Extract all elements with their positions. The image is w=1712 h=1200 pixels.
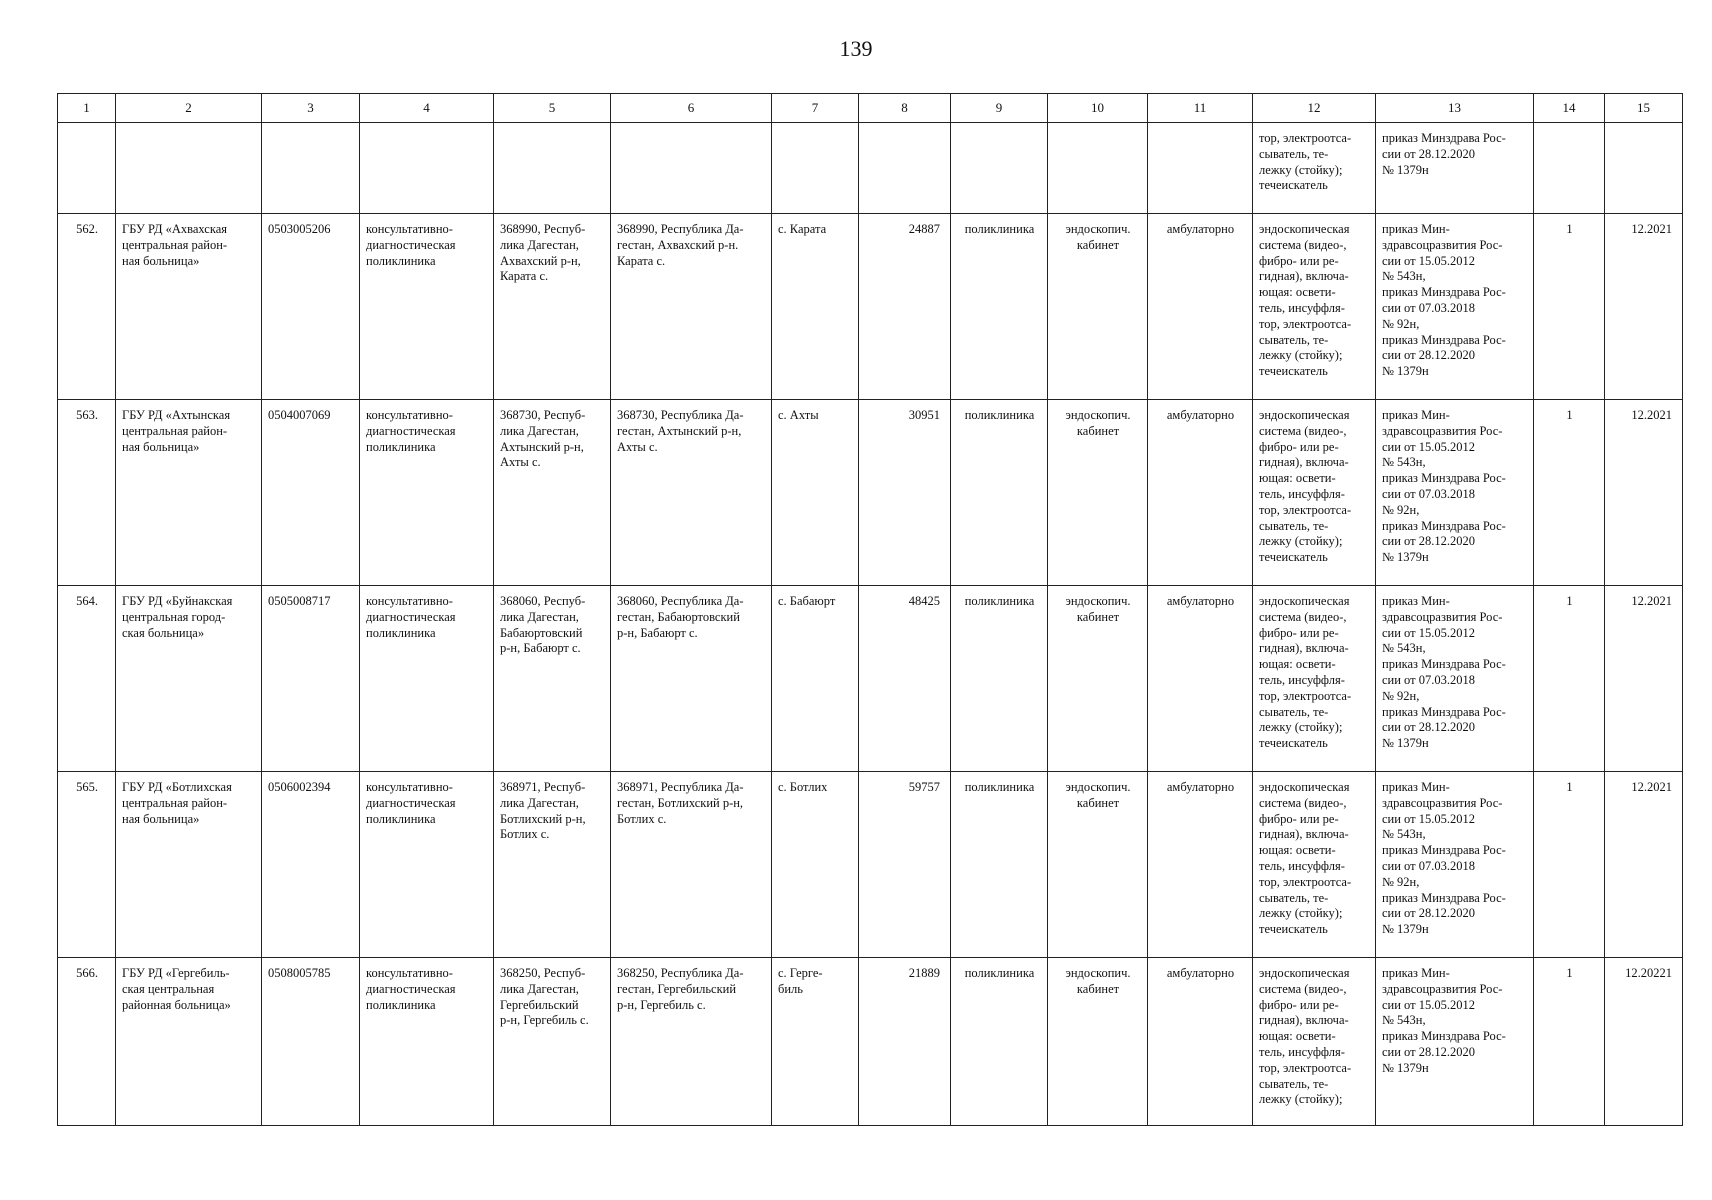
- cell-empty: [116, 123, 262, 214]
- cell-quantity: 1: [1534, 400, 1605, 586]
- cell-code: 0504007069: [262, 400, 360, 586]
- cell-empty: [859, 123, 951, 214]
- column-number-header: 5: [494, 94, 611, 123]
- cell-settlement: с. Герге- биль: [772, 958, 859, 1126]
- column-number-header: 12: [1253, 94, 1376, 123]
- cell-settlement: с. Карата: [772, 214, 859, 400]
- cell-order: приказ Мин- здравсоцразвития Рос- сии от 15.05.2012 № 543н, приказ Минздрава Рос- сии от 07.03.2018 № 92н, приказ Минздрава Рос- сии от 28.12.2020 № 1379н: [1376, 772, 1534, 958]
- cell-room: эндоскопич. кабинет: [1048, 586, 1148, 772]
- cell-empty: [58, 123, 116, 214]
- column-number-header: 10: [1048, 94, 1148, 123]
- cell-equipment: эндоскопическая система (видео-, фибро- или ре- гидная), включа- ющая: освети- тель, инсуффля- тор, электроотса- сыватель, те- лежку (стойку); течеискатель: [1253, 772, 1376, 958]
- cell-facility-type: консультативно- диагностическая поликлиника: [360, 586, 494, 772]
- cell-equipment: тор, электроотса- сыватель, те- лежку (стойку); течеискатель: [1253, 123, 1376, 214]
- equipment-register-table: [57, 93, 1683, 1126]
- cell-order: приказ Мин- здравсоцразвития Рос- сии от 15.05.2012 № 543н, приказ Минздрава Рос- сии от 07.03.2018 № 92н, приказ Минздрава Рос- сии от 28.12.2020 № 1379н: [1376, 586, 1534, 772]
- cell-location-address: 368990, Республика Да- гестан, Ахвахский р-н. Карата с.: [611, 214, 772, 400]
- cell-population: 21889: [859, 958, 951, 1126]
- cell-empty: [1605, 123, 1683, 214]
- cell-code: 0503005206: [262, 214, 360, 400]
- cell-row-number: 564.: [58, 586, 116, 772]
- cell-legal-address: 368971, Респуб- лика Дагестан, Ботлихский р-н, Ботлих с.: [494, 772, 611, 958]
- column-number-header: 9: [951, 94, 1048, 123]
- cell-settlement: с. Ахты: [772, 400, 859, 586]
- column-number-header: 3: [262, 94, 360, 123]
- table-row: [58, 772, 1683, 958]
- cell-location-address: 368730, Республика Да- гестан, Ахтынский р-н, Ахты с.: [611, 400, 772, 586]
- cell-room: эндоскопич. кабинет: [1048, 772, 1148, 958]
- cell-quantity: 1: [1534, 958, 1605, 1126]
- table-row: [58, 586, 1683, 772]
- cell-empty: [360, 123, 494, 214]
- cell-empty: [1148, 123, 1253, 214]
- cell-organization: ГБУ РД «Ботлихская центральная район- ная больница»: [116, 772, 262, 958]
- cell-room: эндоскопич. кабинет: [1048, 400, 1148, 586]
- cell-location-address: 368971, Республика Да- гестан, Ботлихский р-н, Ботлих с.: [611, 772, 772, 958]
- cell-date: 12.2021: [1605, 586, 1683, 772]
- column-number-header: 8: [859, 94, 951, 123]
- cell-division: поликлиника: [951, 400, 1048, 586]
- cell-order: приказ Мин- здравсоцразвития Рос- сии от 15.05.2012 № 543н, приказ Минздрава Рос- сии от 07.03.2018 № 92н, приказ Минздрава Рос- сии от 28.12.2020 № 1379н: [1376, 400, 1534, 586]
- cell-division: поликлиника: [951, 958, 1048, 1126]
- cell-row-number: 563.: [58, 400, 116, 586]
- cell-population: 59757: [859, 772, 951, 958]
- cell-date: 12.20221: [1605, 958, 1683, 1126]
- cell-quantity: 1: [1534, 214, 1605, 400]
- cell-equipment: эндоскопическая система (видео-, фибро- или ре- гидная), включа- ющая: освети- тель, инсуффля- тор, электроотса- сыватель, те- лежку (стойку); течеискатель: [1253, 214, 1376, 400]
- cell-empty: [1048, 123, 1148, 214]
- cell-empty: [262, 123, 360, 214]
- cell-division: поликлиника: [951, 214, 1048, 400]
- cell-quantity: 1: [1534, 586, 1605, 772]
- cell-population: 48425: [859, 586, 951, 772]
- column-number-header: 2: [116, 94, 262, 123]
- cell-population: 30951: [859, 400, 951, 586]
- cell-conditions: амбулаторно: [1148, 772, 1253, 958]
- column-number-header: 11: [1148, 94, 1253, 123]
- cell-order: приказ Минздрава Рос- сии от 28.12.2020 № 1379н: [1376, 123, 1534, 214]
- cell-room: эндоскопич. кабинет: [1048, 958, 1148, 1126]
- table-row: [58, 400, 1683, 586]
- cell-facility-type: консультативно- диагностическая поликлиника: [360, 772, 494, 958]
- cell-legal-address: 368990, Респуб- лика Дагестан, Ахвахский р-н, Карата с.: [494, 214, 611, 400]
- cell-date: 12.2021: [1605, 400, 1683, 586]
- cell-row-number: 562.: [58, 214, 116, 400]
- cell-conditions: амбулаторно: [1148, 586, 1253, 772]
- cell-empty: [951, 123, 1048, 214]
- cell-organization: ГБУ РД «Ахтынская центральная район- ная больница»: [116, 400, 262, 586]
- cell-date: 12.2021: [1605, 214, 1683, 400]
- cell-settlement: с. Бабаюрт: [772, 586, 859, 772]
- cell-row-number: 566.: [58, 958, 116, 1126]
- cell-facility-type: консультативно- диагностическая поликлиника: [360, 400, 494, 586]
- column-number-header: 1: [58, 94, 116, 123]
- cell-order: приказ Мин- здравсоцразвития Рос- сии от 15.05.2012 № 543н, приказ Минздрава Рос- сии от 28.12.2020 № 1379н: [1376, 958, 1534, 1126]
- cell-organization: ГБУ РД «Ахвахская центральная район- ная больница»: [116, 214, 262, 400]
- cell-facility-type: консультативно- диагностическая поликлиника: [360, 958, 494, 1126]
- cell-code: 0505008717: [262, 586, 360, 772]
- cell-organization: ГБУ РД «Гергебиль- ская центральная районная больница»: [116, 958, 262, 1126]
- column-number-header: 4: [360, 94, 494, 123]
- cell-equipment: эндоскопическая система (видео-, фибро- или ре- гидная), включа- ющая: освети- тель, инсуффля- тор, электроотса- сыватель, те- лежку (стойку);: [1253, 958, 1376, 1126]
- cell-order: приказ Мин- здравсоцразвития Рос- сии от 15.05.2012 № 543н, приказ Минздрава Рос- сии от 07.03.2018 № 92н, приказ Минздрава Рос- сии от 28.12.2020 № 1379н: [1376, 214, 1534, 400]
- cell-organization: ГБУ РД «Буйнакская центральная город- ская больница»: [116, 586, 262, 772]
- column-number-header: 13: [1376, 94, 1534, 123]
- cell-conditions: амбулаторно: [1148, 958, 1253, 1126]
- column-number-header: 7: [772, 94, 859, 123]
- cell-legal-address: 368250, Респуб- лика Дагестан, Гергебильский р-н, Гергебиль с.: [494, 958, 611, 1126]
- cell-row-number: 565.: [58, 772, 116, 958]
- column-number-header: 15: [1605, 94, 1683, 123]
- cell-location-address: 368060, Республика Да- гестан, Бабаюртовский р-н, Бабаюрт с.: [611, 586, 772, 772]
- cell-date: 12.2021: [1605, 772, 1683, 958]
- cell-conditions: амбулаторно: [1148, 400, 1253, 586]
- cell-empty: [494, 123, 611, 214]
- column-number-header: 6: [611, 94, 772, 123]
- continuation-row: [58, 123, 1683, 214]
- cell-empty: [772, 123, 859, 214]
- cell-empty: [611, 123, 772, 214]
- column-number-header: 14: [1534, 94, 1605, 123]
- cell-population: 24887: [859, 214, 951, 400]
- cell-settlement: с. Ботлих: [772, 772, 859, 958]
- table-row: [58, 958, 1683, 1126]
- cell-equipment: эндоскопическая система (видео-, фибро- или ре- гидная), включа- ющая: освети- тель, инсуффля- тор, электроотса- сыватель, те- лежку (стойку); течеискатель: [1253, 586, 1376, 772]
- cell-quantity: 1: [1534, 772, 1605, 958]
- cell-division: поликлиника: [951, 772, 1048, 958]
- cell-location-address: 368250, Республика Да- гестан, Гергебильский р-н, Гергебиль с.: [611, 958, 772, 1126]
- cell-facility-type: консультативно- диагностическая поликлиника: [360, 214, 494, 400]
- cell-room: эндоскопич. кабинет: [1048, 214, 1148, 400]
- cell-equipment: эндоскопическая система (видео-, фибро- или ре- гидная), включа- ющая: освети- тель, инсуффля- тор, электроотса- сыватель, те- лежку (стойку); течеискатель: [1253, 400, 1376, 586]
- cell-code: 0508005785: [262, 958, 360, 1126]
- cell-division: поликлиника: [951, 586, 1048, 772]
- column-number-row: [58, 94, 1683, 123]
- cell-legal-address: 368730, Респуб- лика Дагестан, Ахтынский р-н, Ахты с.: [494, 400, 611, 586]
- cell-code: 0506002394: [262, 772, 360, 958]
- table-row: [58, 214, 1683, 400]
- page-number: 139: [839, 36, 873, 61]
- cell-empty: [1534, 123, 1605, 214]
- cell-legal-address: 368060, Респуб- лика Дагестан, Бабаюртовский р-н, Бабаюрт с.: [494, 586, 611, 772]
- cell-conditions: амбулаторно: [1148, 214, 1253, 400]
- table-body: [58, 94, 1683, 1126]
